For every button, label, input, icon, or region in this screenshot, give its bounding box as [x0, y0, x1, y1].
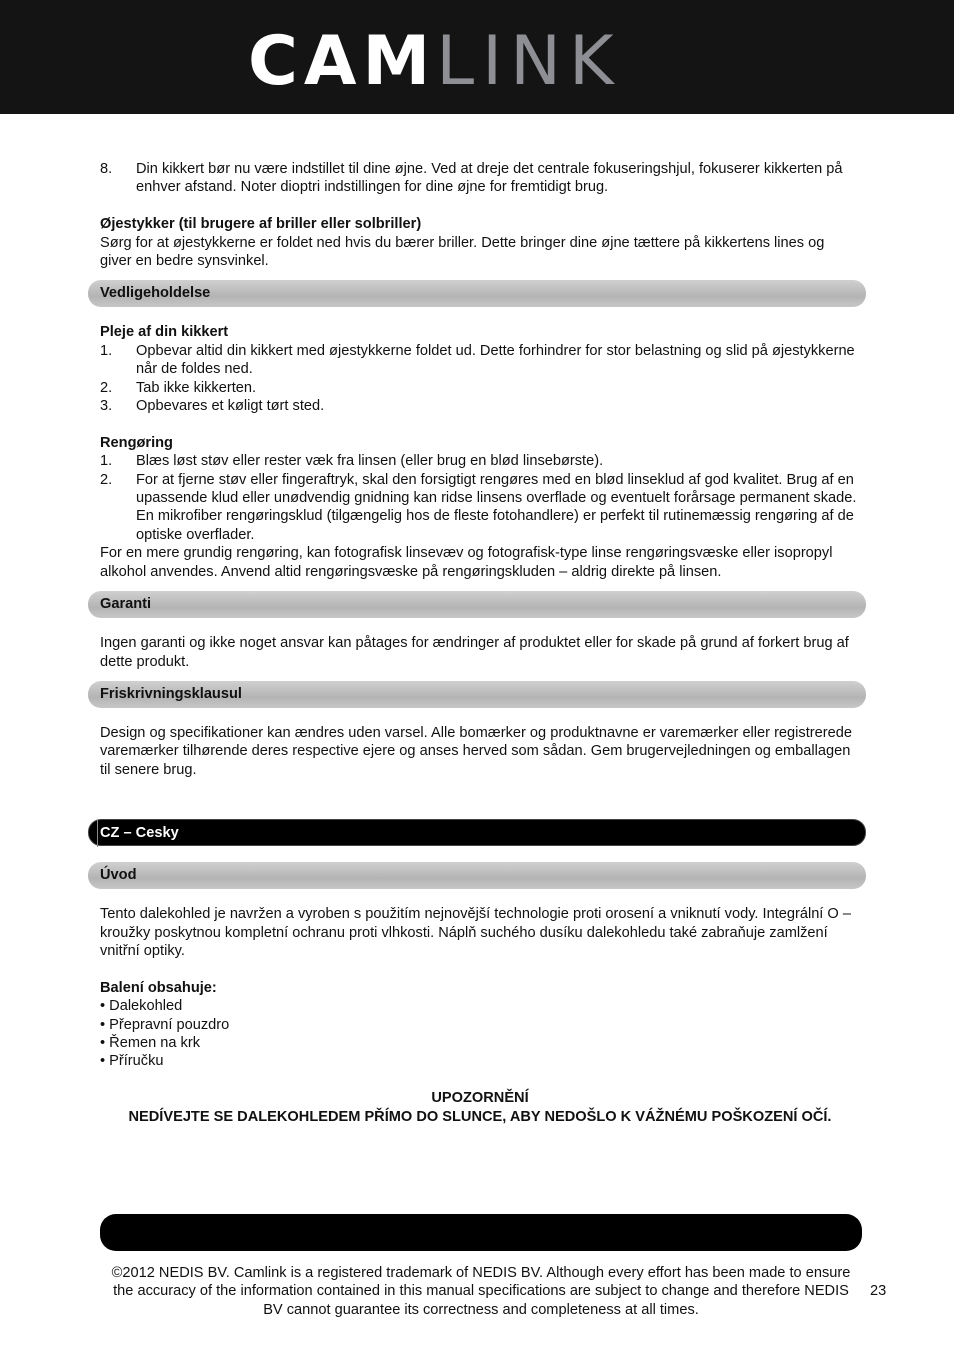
item-number: 1. — [100, 342, 113, 359]
page-content — [100, 160, 860, 1126]
logo-link: LINK — [436, 22, 622, 101]
item-text: For at fjerne støv eller fingeraftryk, skal den forsigtigt rengøres med en blød linseklud af god kvalitet. Brug af en upassende klud eller unødvendig gnidning kan ridse linsens overflade og eventuelt forårsage permanent skade. En mikrofiber rengøringsklud (tilgængelig hos de fleste fotohandlere) er perfekt til rutinemæssig rengøring af de optiske overflader. — [136, 471, 857, 543]
warning-title: UPOZORNĚNÍ — [431, 1090, 529, 1107]
item-number: 8. — [100, 161, 113, 177]
care-heading: Pleje af din kikkert — [100, 324, 229, 341]
package-heading: Balení obsahuje: — [100, 979, 217, 996]
copyright-text: ©2012 NEDIS BV. Camlink is a registered trademark of NEDIS BV. Although every effort has been made to ensure the accuracy of the information contained in this manual specifications are subject to change and therefore NEDIS BV cannot guarantee its correctness and completeness at all times. — [111, 1265, 851, 1318]
intro-text: Tento dalekohled je navržen a vyroben s použitím nejnovější technologie proti orosení a vniknutí vody. Integrální O – kroužky poskytnou kompletní ochranu proti vlhkosti. Náplň suchého dusíku dalekohledu také zabraňuje zamlžení vnitřní optiky. — [100, 906, 851, 959]
item-text: Tab ikke kikkerten. — [136, 379, 257, 396]
cleaning-heading: Rengøring — [100, 434, 173, 451]
care-list — [100, 342, 860, 416]
page-number: 23 — [870, 1283, 887, 1299]
list-item — [100, 160, 860, 197]
item-number: 2. — [100, 471, 113, 488]
eyecups-text: Sørg for at øjestykkerne er foldet ned hvis du bærer briller. Dette bringer dine øjne tættere på kikkertens lines og giver en bedre synsvinkel. — [100, 234, 825, 270]
item-number: 2. — [100, 379, 113, 396]
item-text: Opbevares et køligt tørt sted. — [136, 398, 325, 415]
section-bar-intro: Úvod — [88, 862, 866, 889]
list-item: • Příručku — [100, 1053, 164, 1070]
item-text: Blæs løst støv eller rester væk fra linsen (eller brug en blød linsebørste). — [136, 453, 604, 470]
item-number: 1. — [100, 453, 113, 470]
list-item — [100, 452, 860, 470]
language-label: CZ – Cesky — [97, 820, 179, 847]
section-bar-disclaimer: Friskrivningsklausul — [88, 681, 866, 708]
disclaimer-text: Design og specifikationer kan ændres uden varsel. Alle bomærker og produktnavne er varemærker eller registrerede varemærker tilhørende deres respective ejere og anses herved som sådan. Gem brugervejledningen og emballagen til senere brug. — [100, 724, 852, 778]
footer-bar — [100, 1214, 862, 1251]
list-item — [100, 342, 860, 379]
list-item: • Přepravní pouzdro — [100, 1016, 230, 1033]
page-header — [0, 0, 954, 114]
item-text: Din kikkert bør nu være indstillet til dine øjne. Ved at dreje det centrale fokuseringshjul, fokuserer kikkerten på enhver afstand. Noter dioptri indstillingen for dine øjne for fremtidigt brug. — [136, 161, 843, 196]
item-number: 3. — [100, 398, 113, 415]
list-item: • Řemen na krk — [100, 1034, 201, 1051]
camlink-logo — [248, 22, 622, 101]
cleaning-list — [100, 452, 860, 544]
warning-text: NEDÍVEJTE SE DALEKOHLEDEM PŘÍMO DO SLUNCE, ABY NEDOŠLO K VÁŽNÉMU POŠKOZENÍ OČÍ. — [128, 1108, 832, 1125]
list-item: • Dalekohled — [100, 998, 183, 1015]
section-bar-maintenance: Vedligeholdelse — [88, 280, 866, 307]
step-list — [100, 160, 860, 197]
logo-cam: CAM — [248, 22, 437, 101]
cleaning-note: For en mere grundig rengøring, kan fotografisk linsevæv og fotografisk-type linse rengøringsvæske eller isopropyl alkohol anvendes. Anvend altid rengøringsvæske på rengøringskluden – aldrig direkte på linsen. — [100, 545, 833, 580]
list-item — [100, 397, 860, 415]
list-item — [100, 379, 860, 397]
item-text: Opbevar altid din kikkert med øjestykkerne foldet ud. Dette forhindrer for stor belastning og slid på øjestykkerne når de foldes ned. — [136, 342, 855, 378]
language-bar-cz — [88, 819, 866, 846]
package-list — [100, 997, 860, 1071]
section-bar-warranty: Garanti — [88, 591, 866, 618]
list-item — [100, 471, 860, 545]
eyecups-heading: Øjestykker (til brugere af briller eller solbriller) — [100, 216, 422, 233]
warranty-text: Ingen garanti og ikke noget ansvar kan påtages for ændringer af produktet eller for skade på grund af forkert brug af dette produkt. — [100, 635, 849, 670]
